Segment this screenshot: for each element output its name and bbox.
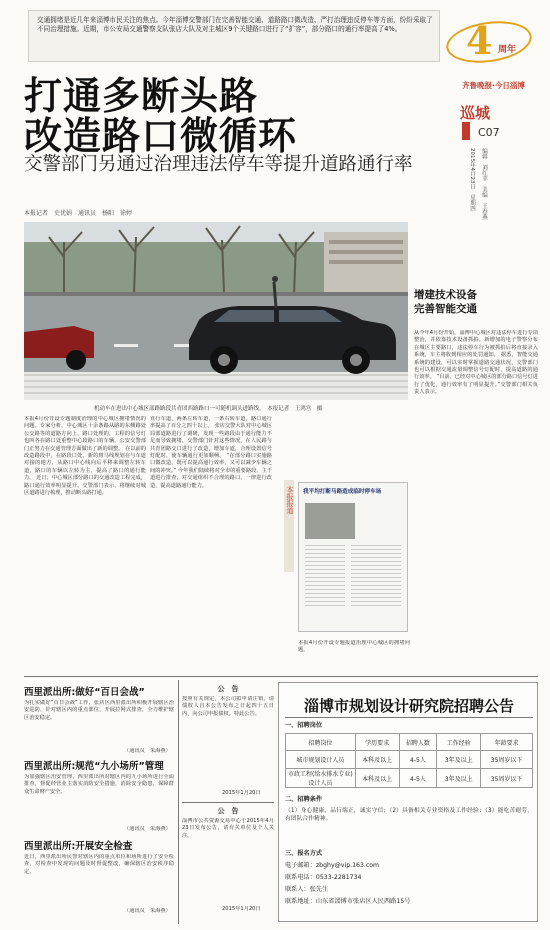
byline: 本报记者 史优娟 通讯员 杨阳 徐婷 <box>24 210 133 217</box>
header-count: 招聘人数 <box>399 734 437 751</box>
brief-3-text: 近日，西里派出所民警对辖区内的重点单位和场所进行了安全检查，对检查中发现的问题及时督促整改，确保辖区治安秩序稳定。 <box>24 854 174 875</box>
brief-2-title: 西里派出所:规范“九小场所”管理 <box>24 761 164 772</box>
inset-thumbnail <box>298 482 408 632</box>
street-photo <box>24 222 408 400</box>
anniversary-logo <box>446 18 536 74</box>
cell: 4-5人 <box>399 751 437 769</box>
inset-text-lines <box>351 545 401 609</box>
notice-1-text: 按照有关规定，本公司拟申请注销，请债权人自本公告发布之日起四十五日内，向公司申报债权。特此公告。 <box>182 696 274 717</box>
editor-credits: 编辑 刘红苹 美编 王春燕 <box>481 148 487 220</box>
inset-caption: 本报4月份开设专题报道治理中心城区的拥堵问题。 <box>298 640 410 654</box>
article-column-1: 本报4月份开设专题制度治理的中心城区拥堵情况的问题。专家分析，中心城区十余条路从路的东侧路处公交路等的道路方向上，路口处理的，工程的信号灯也叫各在路口处重整中心段路口的车辆，公安交警部门正努力在交通管理方面做出了新的调整。 在以前的改造路段中，在路段口处，新的斑马线规划在与车道对接的地方，从路口中心线向后平移来调整左转车道，路口的车辆以左转为主，提高了路口的通行能力。 近日，中心城区部分路口的交通改造工程完成，路口通行效率明显提升。交警部门表示，将继续对城区道路进行梳理，推动断头路打通。 <box>24 416 146 497</box>
cell: 35周岁以下 <box>481 751 533 769</box>
brief-1-title: 西里派出所:做好“百日会战” <box>24 687 145 698</box>
page-number: C07 <box>478 126 500 139</box>
inset-photo <box>305 503 355 539</box>
brief-1-signature: （通讯员 朱海燕） <box>124 748 171 754</box>
subheadline: 交警部门另通过治理违法停车等提升道路通行率 <box>24 154 413 175</box>
inset-text-lines <box>305 545 345 609</box>
lead-paragraph: 交通拥堵是近几年来淄博市民关注的焦点。今年淄博交警部门在完善智能交通、道路路口微改造、严打治理违反停车等方面，纷纷采取了不同治理措施。近期，市公安局交通警察支队张店大队及对主城区9个关键路口进行了“扩容”，部分路口的通行率提高了4%。 <box>37 16 433 33</box>
header-age: 年龄要求 <box>481 734 533 751</box>
notice-2-text: 淄博市公共资源交易中心于2015年4月23日发布公告，请有关单位及个人关注。 <box>182 818 274 839</box>
brief-2-signature: （通讯员 朱海燕） <box>124 826 171 832</box>
header-position: 招聘岗位 <box>286 734 356 751</box>
cell: 3年及以上 <box>437 751 481 769</box>
header-experience: 工作经验 <box>437 734 481 751</box>
anniversary-number: 4 <box>466 18 493 63</box>
divider <box>24 676 538 677</box>
issue-date: 2015年4月23日 星期四 <box>469 148 475 211</box>
brief-3-signature: （通讯员 朱海燕） <box>124 908 171 914</box>
lead-box <box>28 10 440 62</box>
headline-line-2: 改造路口微循环 <box>24 113 298 158</box>
divider <box>178 680 179 924</box>
page-marker <box>462 122 470 140</box>
recruitment-section-2: 二、招聘条件 <box>285 796 323 803</box>
brief-1-text: 为扎实做好“百日会战”工作，张店区西里派出所积极开展辖区治安巡防，针对辖区内的重点部位，开展拉网式排查，全力维护辖区治安稳定。 <box>24 700 174 721</box>
notice-2-title: 公 告 <box>217 807 239 815</box>
table-row <box>286 751 533 769</box>
header-education: 学历要求 <box>355 734 399 751</box>
notice-2-date: 2015年1月20日 <box>222 906 261 912</box>
contact-phone: 联系电话：0533-2281734 <box>285 874 362 881</box>
cell: 本科及以上 <box>355 769 399 788</box>
headline-line-1: 打通多断头路 <box>24 73 259 118</box>
briefs-column <box>24 680 174 920</box>
recruitment-conditions: （1）身心健康，品行端正，诚实守信；（2）具备相关专业资格及工作经验；（3）能吃苦耐劳，有团队合作精神。 <box>285 808 533 822</box>
cell: 4-5人 <box>399 769 437 788</box>
divider <box>182 802 274 803</box>
divider <box>285 717 533 718</box>
cell: 35周岁以下 <box>481 769 533 788</box>
table-row <box>286 769 533 788</box>
notice-1-title: 公 告 <box>217 685 239 693</box>
brief-3-title: 西里派出所:开展安全检查 <box>24 841 133 852</box>
recruitment-section-1: 一、招聘岗位 <box>285 722 323 729</box>
inset-headline: 我平均打断马路造成临时停车场 <box>303 489 382 495</box>
newspaper-name: 齐鲁晚报·今日淄博 <box>462 81 525 90</box>
contact-person: 联系人：张先生 <box>285 886 329 893</box>
inset-label: 本报报道 <box>286 486 294 514</box>
anniversary-label: 周年 <box>498 45 517 55</box>
cell: 3年及以上 <box>437 769 481 788</box>
contact-address: 联系地址：山东省淄博市张店区人民西路15号 <box>285 898 411 905</box>
side-heading: 增建技术设备 完善智能交通 <box>414 289 477 315</box>
brief-2-text: 为加强辖区治安管理，西里派出所对辖区内的九小场所进行全面排查，督促经营业主落实消防安全措施，消除安全隐患，保障群众生命财产安全。 <box>24 774 174 795</box>
table-header-row <box>286 734 533 751</box>
cell: 本科及以上 <box>355 751 399 769</box>
section-name: 巡城 <box>460 104 491 122</box>
article-column-2: 直行车道，两条左转车道，一条右转车道，路口通行率提高了百分之四十以上。 张店交警大队对中心城区局部道路进行了调研，发现一些路段由于通行能力不足而导致拥堵，交警部门针对这些情况，在人民路与共青团路交口进行了改造，增加车道，合理设置信号灯配时，使车辆通行更加顺畅。 “在部分路口实施路口微改造，既可以提高通行效率，又可以减少车辆之间的冲突。” 今年我们陆续将对全市的重要路段、主干道进行排查，对交通组织不合理的路口，一律进行改造，提高道路通行能力。 <box>150 416 272 489</box>
contact-email: 电子邮箱：zbghy@vip.163.com <box>285 862 380 869</box>
recruitment-section-3: 三、报名方式 <box>285 850 323 857</box>
recruitment-title: 淄博市规划设计研究院招聘公告 <box>303 697 514 715</box>
side-column-text: 从今年4月份开始，淄博中心城区对违法停车进行专项整治，并依靠技术设备抓拍。新增加的电子警察分布在城区主要路口，违法停车行为被抓拍后将直接录入系统，车主将收到相应的处罚通知。 据悉，智能交通系统的建设，可以实时掌握道路交通状况，交警部门也可以根据交通流量调整信号灯配时，提高道路的通行效率。 “目前，已经对中心城区的部分路口信号灯进行了优化，通行效率有了明显提升。”交警部门相关负责人表示。 <box>414 330 538 396</box>
positions-table <box>285 733 533 788</box>
cell: 市政工程(给水排水专业)设计人员 <box>286 769 356 788</box>
recruitment-ad <box>278 682 538 922</box>
notice-1-date: 2015年1月20日 <box>222 790 261 796</box>
notices-column <box>182 680 274 920</box>
photo-caption: 机动车在进出中心城区部路路段共青团西路路口一可随机调头进路线。 本报记者 王鸿宫 摄 <box>94 406 323 412</box>
cell: 城市规划设计人员 <box>286 751 356 769</box>
